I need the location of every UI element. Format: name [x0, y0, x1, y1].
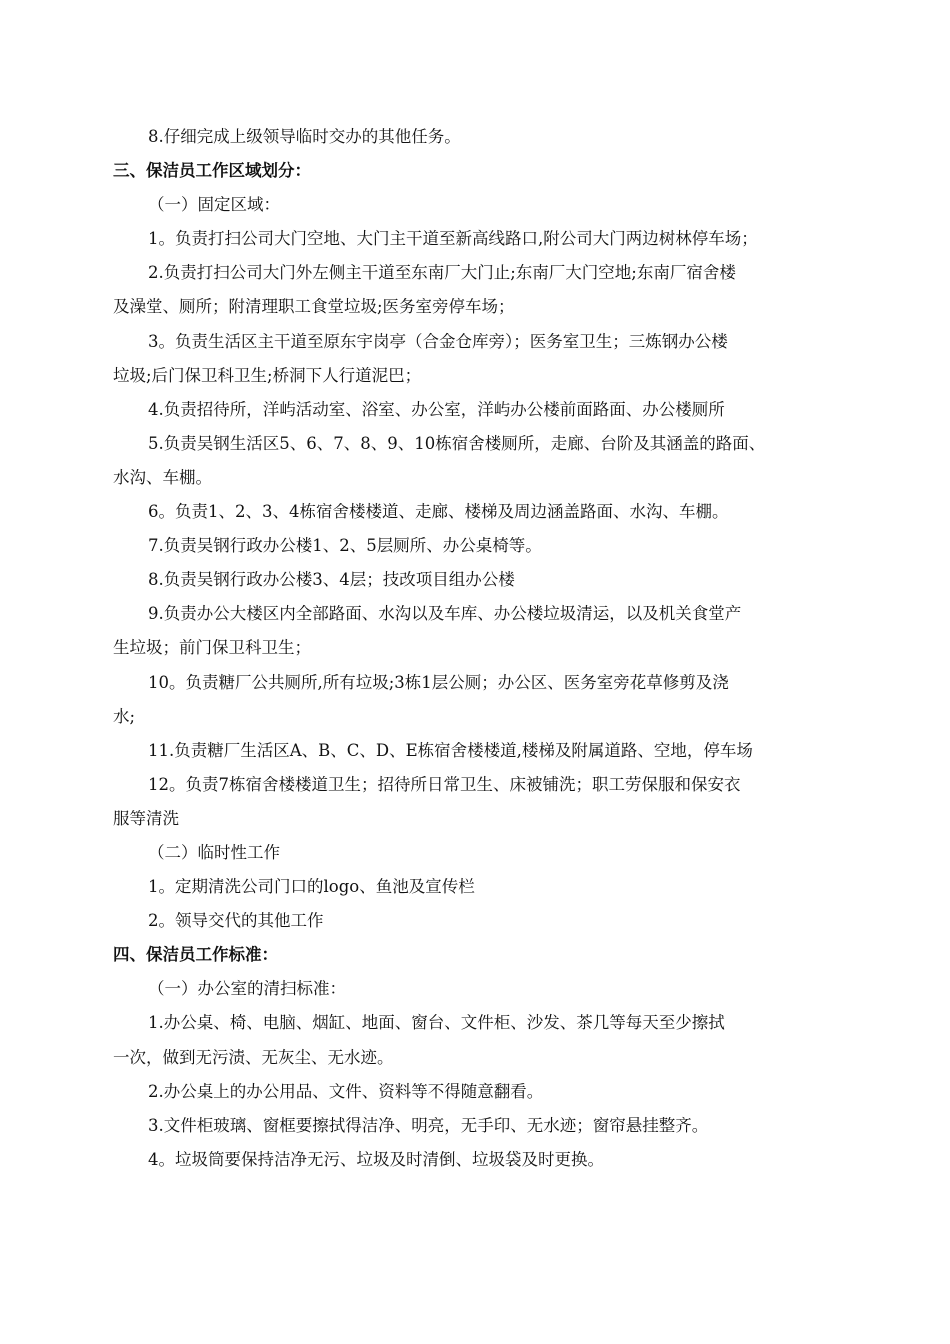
paragraph-continuation: 服等清洗	[113, 808, 179, 828]
paragraph-line: 2.办公桌上的办公用品、文件、资料等不得随意翻看。	[148, 1081, 544, 1101]
subsection-heading: （二）临时性工作	[148, 842, 280, 862]
paragraph-line: 8.仔细完成上级领导临时交办的其他任务。	[148, 127, 461, 146]
paragraph-continuation: 及澡堂、厕所；附清理职工食堂垃圾;医务室旁停车场；	[113, 297, 515, 317]
paragraph-line: 4.负责招待所，洋屿活动室、浴室、办公室，洋屿办公楼前面路面、办公楼厕所	[148, 399, 725, 419]
paragraph-line: 10。负责糖厂公共厕所,所有垃圾;3栋1层公厕；办公区、医务室旁花草修剪及浇	[148, 672, 729, 692]
paragraph-continuation: 水;	[113, 706, 136, 726]
paragraph-line: 5.负责吴钢生活区5、6、7、8、9、10栋宿舍楼厕所，走廊、台阶及其涵盖的路面、	[148, 433, 766, 453]
paragraph-line: 2。领导交代的其他工作	[148, 911, 324, 931]
paragraph-continuation: 生垃圾；前门保卫科卫生；	[113, 638, 311, 658]
section-heading: 四、保洁员工作标准：	[113, 945, 278, 965]
paragraph-continuation: 一次，做到无污渍、无灰尘、无水迹。	[113, 1047, 394, 1067]
subsection-heading: （一）办公室的清扫标准：	[148, 979, 346, 999]
paragraph-line: 2.负责打扫公司大门外左侧主干道至东南厂大门止;东南厂大门空地;东南厂宿舍楼	[148, 263, 736, 283]
paragraph-line: 1。负责打扫公司大门空地、大门主干道至新高线路口,附公司大门两边树林停车场；	[148, 229, 758, 249]
paragraph-continuation: 水沟、车棚。	[113, 467, 212, 487]
paragraph-line: 1。定期清洗公司门口的logo、鱼池及宣传栏	[148, 877, 475, 897]
paragraph-line: 7.负责吴钢行政办公楼1、2、5层厕所、办公桌椅等。	[148, 536, 542, 556]
section-heading: 三、保洁员工作区域划分：	[113, 161, 311, 181]
paragraph-line: 9.负责办公大楼区内全部路面、水沟以及车库、办公楼垃圾清运，以及机关食堂产	[148, 604, 742, 624]
paragraph-line: 8.负责吴钢行政办公楼3、4层；技改项目组办公楼	[148, 570, 515, 590]
subsection-heading: （一）固定区域：	[148, 195, 280, 215]
paragraph-line: 11.负责糖厂生活区A、B、C、D、E栋宿舍楼楼道,楼梯及附属道路、空地，停车场	[148, 740, 753, 760]
paragraph-line: 12。负责7栋宿舍楼楼道卫生；招待所日常卫生、床被铺洗；职工劳保服和保安衣	[148, 774, 741, 794]
document-body	[113, 120, 843, 1177]
paragraph-line: 3。负责生活区主干道至原东宇岗亭（合金仓库旁）；医务室卫生；三炼钢办公楼	[148, 331, 728, 351]
paragraph-line: 4。垃圾筒要保持洁净无污、垃圾及时清倒、垃圾袋及时更换。	[148, 1149, 604, 1169]
paragraph-continuation: 垃圾;后门保卫科卫生;桥洞下人行道泥巴；	[113, 365, 422, 385]
paragraph-line: 6。负责1、2、3、4栋宿舍楼楼道、走廊、楼梯及周边涵盖路面、水沟、车棚。	[148, 502, 729, 522]
paragraph-line: 3.文件柜玻璃、窗框要擦拭得洁净、明亮，无手印、无水迹；窗帘悬挂整齐。	[148, 1115, 709, 1135]
paragraph-line: 1.办公桌、椅、电脑、烟缸、地面、窗台、文件柜、沙发、茶几等每天至少擦拭	[148, 1013, 725, 1033]
